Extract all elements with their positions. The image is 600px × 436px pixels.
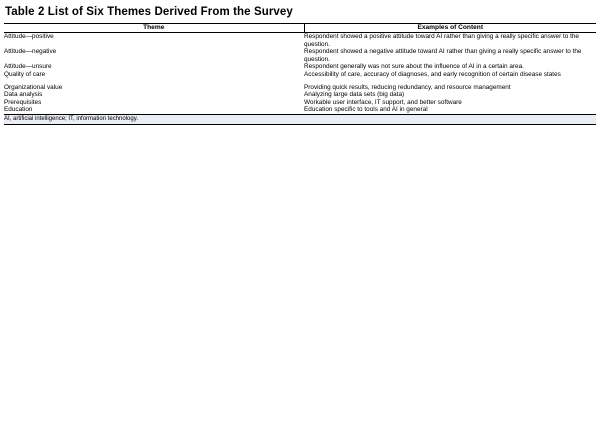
table-row — [4, 71, 596, 79]
cell-theme: Prerequisites — [4, 98, 42, 106]
themes-table — [4, 23, 596, 125]
table-footnote-row — [4, 114, 596, 124]
cell-theme: Data analysis — [4, 91, 43, 99]
cell-example: Workable user interface, IT support, and better software — [304, 98, 462, 106]
table-footnote: AI, artificial intelligence; IT, information technology. — [4, 114, 596, 124]
cell-theme: Attitude—positive — [4, 33, 54, 40]
table-row — [4, 48, 596, 63]
cell-theme: Quality of care — [4, 70, 46, 78]
cell-theme: Attitude—negative — [4, 48, 57, 56]
cell-theme: Education — [4, 106, 33, 114]
table-row — [4, 91, 596, 99]
cell-example: Respondent generally was not sure about the influence of AI in a certain area. — [304, 63, 524, 71]
column-header-theme: Theme — [4, 24, 304, 33]
cell-example: Respondent showed a negative attitude toward AI rather than giving a really specific answer to the question. — [304, 48, 582, 63]
table-row — [4, 106, 596, 114]
table-caption: Table 2 List of Six Themes Derived From the Survey — [5, 6, 293, 18]
cell-example: Accessibility of care, accuracy of diagnoses, and early recognition of certain disease states — [304, 70, 561, 78]
table-row — [4, 63, 596, 71]
cell-example: Respondent showed a positive attitude toward AI rather than giving a really specific answer to the question. — [304, 33, 579, 48]
cell-example: Analyzing large data sets (big data) — [304, 91, 405, 99]
table-row — [4, 33, 596, 49]
column-header-examples: Examples of Content — [304, 24, 596, 33]
cell-example: Education specific to tools and AI in general — [304, 106, 428, 114]
table-header-row — [4, 24, 596, 33]
cell-theme: Attitude—unsure — [4, 63, 52, 71]
cell-theme: Organizational value — [4, 83, 63, 91]
table-body — [4, 33, 596, 125]
table-row — [4, 99, 596, 107]
cell-example: Providing quick results, reducing redundancy, and resource management — [304, 83, 511, 91]
table-header — [4, 24, 596, 33]
table-row — [4, 84, 596, 92]
